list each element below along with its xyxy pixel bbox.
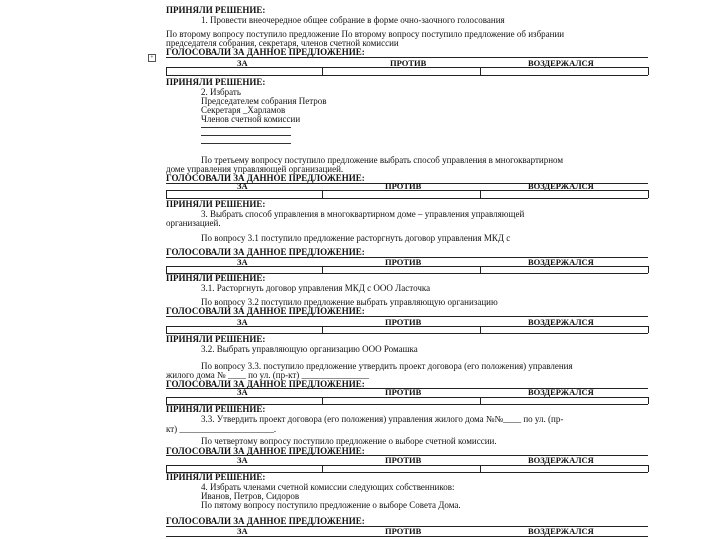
decision-item: Иванов, Петров, Сидоров	[201, 491, 300, 501]
question-text: По пятому вопросу поступило предложение о выборе Совета Дома.	[201, 500, 461, 510]
question-text: жилого дома № ____ по ул. (пр-кт) _______________	[166, 370, 370, 380]
vote-heading: ГОЛОСОВАЛИ ЗА ДАННОЕ ПРЕДЛОЖЕНИЕ:	[166, 446, 365, 456]
vote-col-for: ЗА	[237, 317, 248, 327]
decision-item: 3. Выбрать способ управления в многоквартирном доме – управления управляющей	[201, 209, 525, 219]
decision-item: 4. Избрать членами счетной комиссии следующих собственников:	[201, 482, 455, 492]
vote-col-abstain: ВОЗДЕРЖАЛСЯ	[528, 317, 594, 327]
blank-line	[201, 127, 291, 128]
decision-item: кт) _____________________.	[166, 424, 277, 434]
question-text: доме управления управляющей организацией.	[166, 164, 344, 174]
decision-heading: ПРИНЯЛИ РЕШЕНИЕ:	[166, 5, 266, 15]
decision-heading: ПРИНЯЛИ РЕШЕНИЕ:	[166, 334, 266, 344]
decision-item: 3.2. Выбрать управляющую организацию ООО Ромашка	[201, 344, 418, 354]
vote-col-for: ЗА	[237, 387, 248, 397]
vote-heading: ГОЛОСОВАЛИ ЗА ДАННОЕ ПРЕДЛОЖЕНИЕ:	[166, 47, 365, 57]
decision-heading: ПРИНЯЛИ РЕШЕНИЕ:	[166, 404, 266, 414]
vote-col-for: ЗА	[237, 181, 248, 191]
vote-col-against: ПРОТИВ	[385, 455, 422, 465]
decision-heading: ПРИНЯЛИ РЕШЕНИЕ:	[166, 472, 266, 482]
question-text: По вопросу 3.1 поступило предложение расторгнуть договор управления МКД с	[201, 233, 511, 243]
question-text: По третьему вопросу поступило предложение выбрать способ управления в многоквартирном	[201, 155, 564, 165]
vote-col-against: ПРОТИВ	[385, 387, 422, 397]
question-text: председателя собрания, секретаря, членов счетной комиссии	[166, 38, 399, 48]
question-text: По четвертому вопросу поступило предложение о выборе счетной комиссии.	[201, 436, 497, 446]
vote-col-abstain: ВОЗДЕРЖАЛСЯ	[528, 387, 594, 397]
decision-item: 2. Избрать	[201, 87, 241, 97]
vote-col-against: ПРОТИВ	[385, 317, 422, 327]
blank-line	[201, 135, 291, 136]
question-text: По второму вопросу поступило предложение По второму вопросу поступило предложение об избрании	[166, 29, 565, 39]
vote-col-abstain: ВОЗДЕРЖАЛСЯ	[528, 58, 594, 68]
decision-item: Председателем собрания Петров	[201, 96, 327, 106]
decision-item: 1. Провести внеочередное общее собрание в форме очно-заочного голосования	[201, 15, 505, 25]
table-move-handle[interactable]: +	[148, 54, 156, 62]
decision-item: 3.3. Утвердить проект договора (его положения) управления жилого дома №№____ по ул. (пр-	[201, 414, 564, 424]
vote-col-against: ПРОТИВ	[385, 257, 422, 267]
vote-col-abstain: ВОЗДЕРЖАЛСЯ	[528, 455, 594, 465]
vote-col-for: ЗА	[237, 455, 248, 465]
vote-col-abstain: ВОЗДЕРЖАЛСЯ	[528, 526, 594, 536]
decision-item: Секретаря _Харламов	[201, 105, 286, 115]
vote-heading: ГОЛОСОВАЛИ ЗА ДАННОЕ ПРЕДЛОЖЕНИЕ:	[166, 516, 365, 526]
vote-col-for: ЗА	[237, 257, 248, 267]
vote-heading: ГОЛОСОВАЛИ ЗА ДАННОЕ ПРЕДЛОЖЕНИЕ:	[166, 247, 365, 257]
question-text: По вопросу 3.2 поступило предложение выбрать управляющую организацию	[201, 297, 498, 307]
vote-col-abstain: ВОЗДЕРЖАЛСЯ	[528, 257, 594, 267]
question-text: По вопросу 3.3. поступило предложение утвердить проект договора (его положения) управления	[201, 361, 573, 371]
vote-heading: ГОЛОСОВАЛИ ЗА ДАННОЕ ПРЕДЛОЖЕНИЕ:	[166, 173, 365, 183]
decision-heading: ПРИНЯЛИ РЕШЕНИЕ:	[166, 77, 266, 87]
vote-col-against: ПРОТИВ	[385, 526, 422, 536]
decision-item: 3.1. Расторгнуть договор управления МКД с ООО Ласточка	[201, 283, 431, 293]
vote-col-against: ПРОТИВ	[385, 181, 422, 191]
vote-heading: ГОЛОСОВАЛИ ЗА ДАННОЕ ПРЕДЛОЖЕНИЕ:	[166, 379, 365, 389]
blank-line	[201, 143, 291, 144]
vote-col-for: ЗА	[237, 526, 248, 536]
decision-heading: ПРИНЯЛИ РЕШЕНИЕ:	[166, 273, 266, 283]
vote-heading: ГОЛОСОВАЛИ ЗА ДАННОЕ ПРЕДЛОЖЕНИЕ:	[166, 306, 365, 316]
decision-item: Членов счетной комиссии	[201, 114, 301, 124]
decision-item: организацией.	[166, 218, 221, 228]
vote-col-against: ПРОТИВ	[390, 58, 427, 68]
vote-col-abstain: ВОЗДЕРЖАЛСЯ	[528, 181, 594, 191]
decision-heading: ПРИНЯЛИ РЕШЕНИЕ:	[166, 199, 266, 209]
vote-col-for: ЗА	[237, 58, 248, 68]
